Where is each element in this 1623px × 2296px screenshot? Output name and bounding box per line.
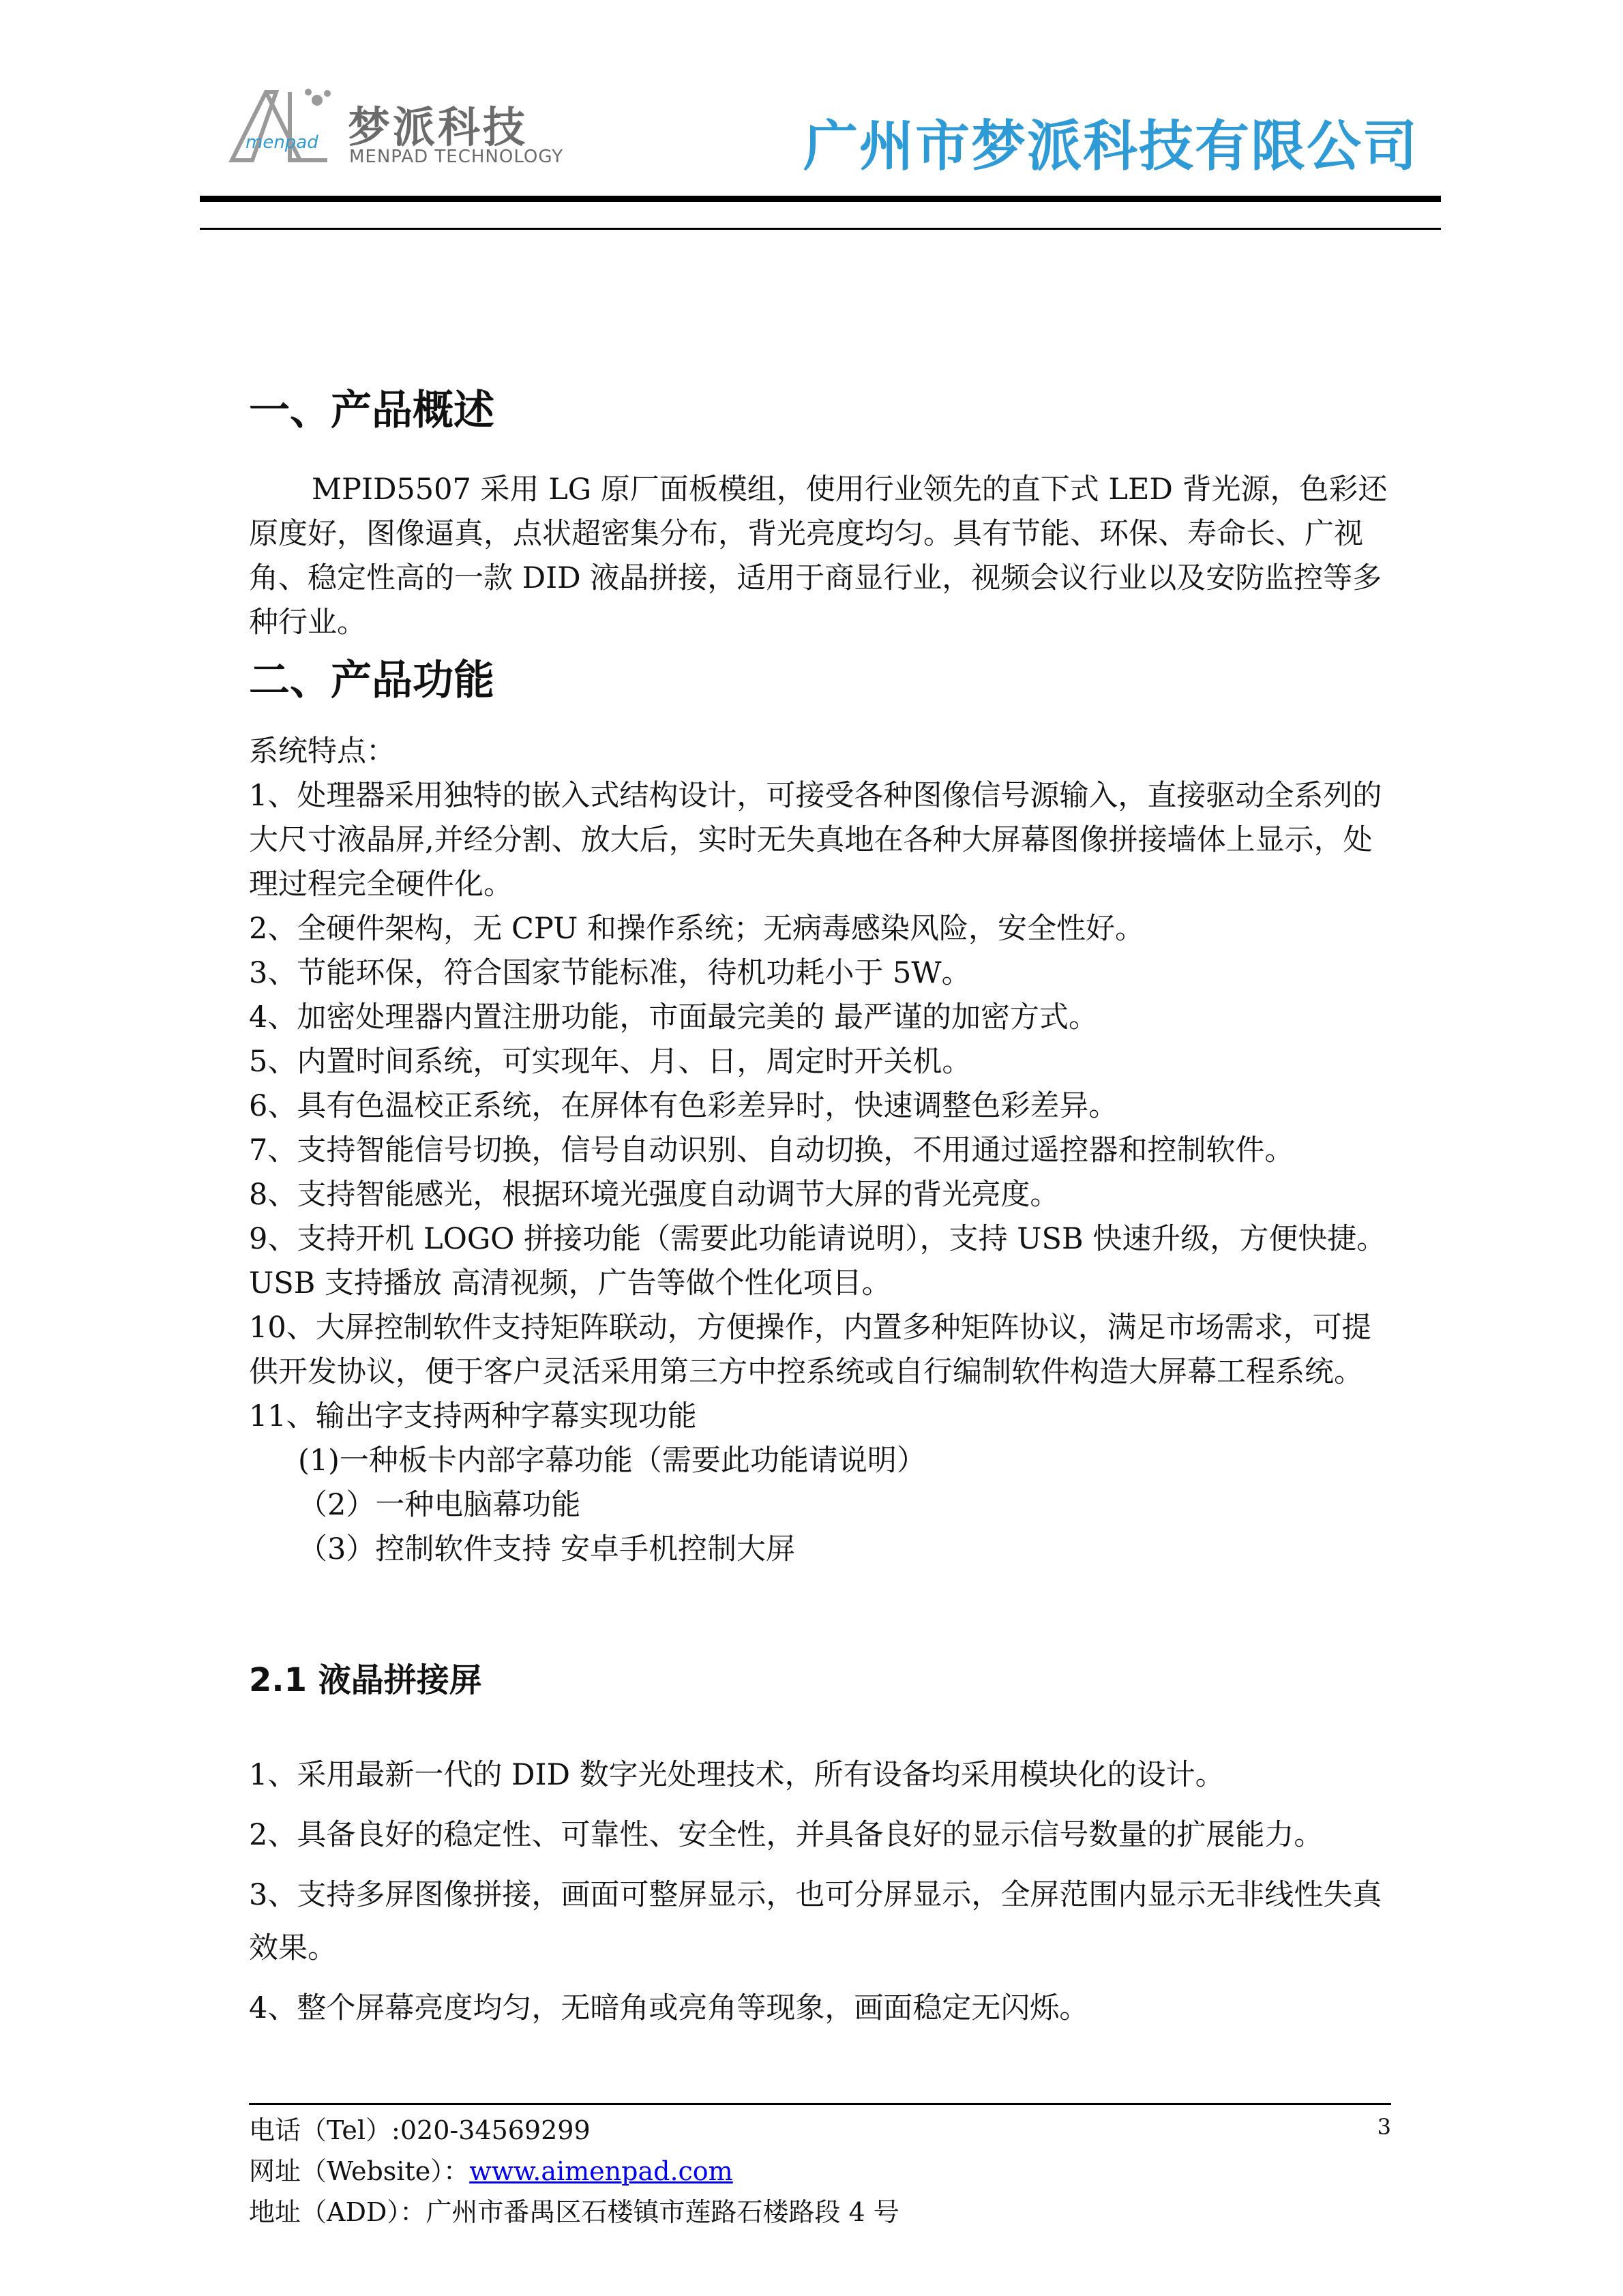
feature-item: 3、节能环保，符合国家节能标准，待机功耗小于 5W。 [249, 956, 971, 990]
feature-item: 7、支持智能信号切换，信号自动识别、自动切换，不用通过遥控器和控制软件。 [249, 1133, 1294, 1167]
company-logo [225, 85, 566, 177]
header-rule-thin [200, 228, 1441, 230]
lcd-item: 1、采用最新一代的 DID 数字光处理技术，所有设备均采用模块化的设计。 [249, 1758, 1225, 1792]
page-number: 3 [1377, 2114, 1391, 2140]
header-rule-thick [200, 196, 1441, 202]
features-intro: 系统特点： [249, 734, 396, 769]
main-content [249, 382, 1395, 2035]
feature-subitem: （2）一种电脑幕功能 [298, 1488, 581, 1522]
overview-paragraph: MPID5507 采用 LG 原厂面板模组，使用行业领先的直下式 LED 背光源，色彩还原度好，图像逼真，点状超密集分布，背光亮度均匀。具有节能、环保、寿命长、广视角、稳定性高的一款 DID 液晶拼接，适用于商显行业，视频会议行业以及安防监控等多种行业。 [249, 473, 1388, 640]
feature-item: 1、处理器采用独特的嵌入式结构设计，可接受各种图像信号源输入，直接驱动全系列的大尺寸液晶屏,并经分割、放大后，实时无失真地在各种大屏幕图像拼接墙体上显示，处理过程完全硬件化。 [249, 779, 1382, 901]
lcd-item: 4、整个屏幕亮度均匀，无暗角或亮角等现象，画面稳定无闪烁。 [249, 1991, 1089, 2025]
feature-subitem: (1)一种板卡内部字幕功能（需要此功能请说明） [298, 1444, 926, 1478]
section-title-overview: 一、产品概述 [249, 387, 494, 434]
feature-item: 9、支持开机 LOGO 拼接功能（需要此功能请说明），支持 USB 快速升级，方便快捷。USB 支持播放 高清视频，广告等做个性化项目。 [249, 1222, 1386, 1300]
company-name: 广州市梦派科技有限公司 [803, 115, 1418, 178]
menpad-logo-icon [225, 85, 341, 167]
footer-rule [249, 2103, 1391, 2105]
feature-item: 2、全硬件架构，无 CPU 和操作系统；无病毒感染风险，安全性好。 [249, 912, 1145, 946]
feature-item: 5、内置时间系统，可实现年、月、日，周定时开关机。 [249, 1045, 972, 1079]
feature-item: 10、大屏控制软件支持矩阵联动，方便操作，内置多种矩阵协议，满足市场需求，可提供开发协议，便于客户灵活采用第三方中控系统或自行编制软件构造大屏幕工程系统。 [249, 1311, 1371, 1389]
footer-website [249, 2151, 1391, 2192]
footer [249, 2110, 1391, 2233]
feature-item: 11、输出字支持两种字幕实现功能 [249, 1399, 697, 1433]
lcd-item: 2、具备良好的稳定性、可靠性、安全性，并具备良好的显示信号数量的扩展能力。 [249, 1818, 1324, 1852]
website-link[interactable]: www.aimenpad.com [469, 2156, 733, 2186]
feature-item: 8、支持智能感光，根据环境光强度自动调节大屏的背光亮度。 [249, 1178, 1060, 1212]
feature-subitem: （3）控制软件支持 安卓手机控制大屏 [298, 1532, 796, 1566]
footer-tel: 电话（Tel）:020-34569299 [249, 2115, 591, 2145]
lcd-item: 3、支持多屏图像拼接，画面可整屏显示，也可分屏显示，全屏范围内显示无非线性失真效果。 [249, 1878, 1382, 1965]
logo-chinese-name: 梦派科技 [348, 102, 528, 152]
feature-item: 4、加密处理器内置注册功能，市面最完美的 最严谨的加密方式。 [249, 1000, 1099, 1034]
footer-website-label: 网址（Website）： [249, 2156, 470, 2186]
section-title-features: 二、产品功能 [249, 657, 494, 704]
logo-mark-text: menpad [245, 132, 318, 153]
footer-address: 地址（ADD）：广州市番禺区石楼镇市莲路石楼路段 4 号 [249, 2197, 899, 2227]
feature-item: 6、具有色温校正系统，在屏体有色彩差异时，快速调整色彩差异。 [249, 1089, 1118, 1123]
logo-english-name: MENPAD TECHNOLOGY [349, 147, 564, 167]
section-title-lcd-splicing: 2.1 液晶拼接屏 [249, 1661, 482, 1699]
